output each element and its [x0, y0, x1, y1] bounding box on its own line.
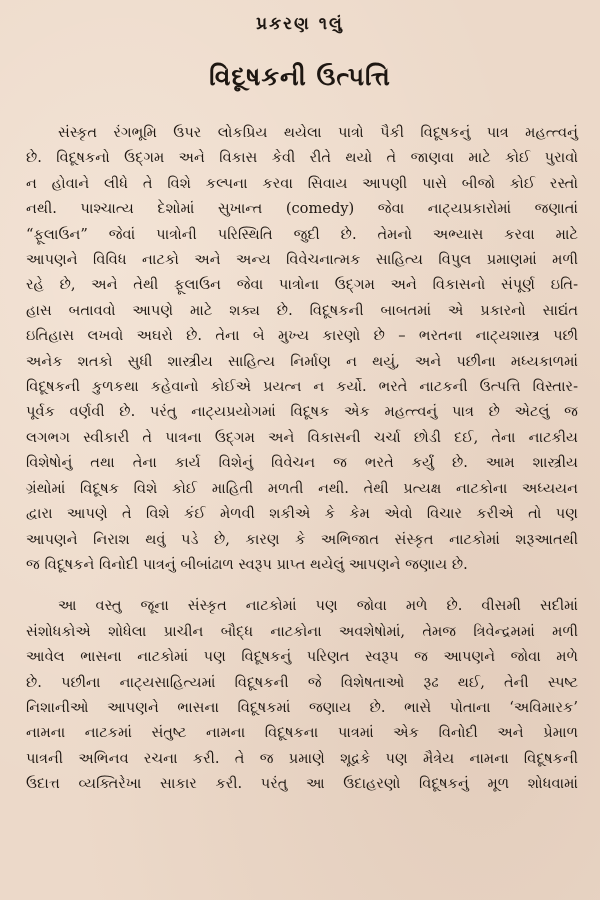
- text-line: જ વિદૂષકને વિનોદી પાત્રનું બીબાંઢાળ સ્વરૂપ પ્રાપ્ત થયેલું આપણને જણાય છે.: [26, 555, 468, 573]
- text-line: આવેલ ભાસના નાટકોમાં પણ વિદૂષકનું પરિણત સ્વરૂપ જ આપણને જોવા મળે: [26, 648, 578, 666]
- text-line: નથી. પાશ્ચાત્ય દેશોમાં સુખાન્ત (comedy) જેવા નાટ્યપ્રકારોમાં જણાતાં: [26, 200, 578, 218]
- text-line: સંસ્કૃત રંગભૂમિ ઉપર લોકપ્રિય થયેલા પાત્રો પૈકી વિદૂષકનું પાત્ર મહત્ત્વનું: [58, 124, 578, 141]
- chapter-heading: પ્રકરણ ૧લું: [256, 14, 344, 34]
- page-title: વિદૂષકની ઉત્પત્તિ: [209, 62, 391, 91]
- text-line: અનેક શતકો સુધી શાસ્ત્રીય સાહિત્ય નિર્માણ ન થયું, અને પછીના મધ્યકાળમાં: [26, 352, 578, 370]
- text-line: વિદૂષકની કુળકથા કહેવાનો કોઈએ પ્રયત્ન ન કર્યો. ભરતે નાટકની ઉત્પત્તિ વિસ્તાર-: [26, 378, 578, 396]
- text-line: વિશેષોનું તથા તેના કાર્ય વિશેનું વિવેચન જ ભરતે કર્યું છે. આમ શાસ્ત્રીય: [26, 454, 578, 472]
- text-line: સંશોધકોએ શોધેલા પ્રાચીન બૌદ્ધ નાટકોના અવશેષોમાં, તેમજ ત્રિવેન્દ્રમમાં મળી: [26, 622, 578, 640]
- text-line: છે. પછીના નાટ્યસાહિત્યમાં વિદૂષકની જે વિશેષતાઓ રૂઢ થઈ, તેની સ્પષ્ટ: [26, 673, 578, 691]
- text-line: આ વસ્તુ જૂના સંસ્કૃત નાટકોમાં પણ જોવા મળે છે. વીસમી સદીમાં: [58, 597, 578, 615]
- text-line: “ફૂલાઉન” જેવાં પાત્રોની પરિસ્થિતિ જુદી છે. તેમનો અભ્યાસ કરવા માટે: [26, 225, 578, 243]
- text-line: દ્વારા આપણે તે વિશે કંઈ મેળવી શકીએ કે કેમ એવો વિચાર કરીએ તો પણ: [26, 505, 578, 523]
- text-line: લગભગ સ્વીકારી તે પાત્રના ઉદ્ગમ અને વિકાસની ચર્ચા છોડી દઈ, તેના નાટકીય: [26, 428, 578, 446]
- text-line: નિશાનીઓ આપણને ભાસના વિદૂષકમાં જણાય છે. ભાસે પોતાના ‘અવિમારક’: [26, 698, 578, 716]
- paragraph-1: [26, 120, 578, 577]
- text-line: રહે છે, અને તેથી ફૂલાઉન જેવા પાત્રોના ઉદ્ગમ અને વિકાસનો સંપૂર્ણ ઇતિ-: [26, 276, 578, 294]
- text-line: પૂર્વક વર્ણવી છે. પરંતુ નાટ્યપ્રયોગમાં વિદૂષક એક મહત્ત્વનું પાત્ર છે એટલું જ: [26, 403, 578, 421]
- text-line: હાસ બતાવવો આપણે માટે શક્ય છે. વિદૂષકની બાબતમાં એ પ્રકારનો સાદ્યંત: [26, 301, 578, 319]
- text-line: નામના નાટકમાં સંતુષ્ટ નામના વિદૂષકના પાત્રમાં એક વિનોદી અને પ્રેમાળ: [26, 724, 578, 742]
- text-line: ગ્રંથોમાં વિદૂષક વિશે કોઈ માહિતી મળતી નથી. તેથી પ્રત્યક્ષ નાટકોના અધ્યયન: [26, 479, 578, 497]
- paragraph-gap: [26, 577, 578, 593]
- text-line: આપણને વિવિધ નાટકો અને અન્ય વિવેચનાત્મક સાહિત્ય વિપુલ પ્રમાણમાં મળી: [26, 251, 578, 269]
- text-line: છે. વિદૂષકનો ઉદ્ગમ અને વિકાસ કેવી રીતે થયો તે જાણવા માટે કોઈ પુરાવો: [26, 149, 578, 167]
- text-line: ઇતિહાસ લખવો અઘરો છે. તેના બે મુખ્ય કારણો છે – ભરતના નાટ્યશાસ્ત્ર પછી: [26, 327, 578, 345]
- text-line: ન હોવાને લીધે તે વિશે કલ્પના કરવા સિવાય આપણી પાસે બીજો કોઈ રસ્તો: [26, 174, 578, 192]
- text-line: આપણને નિરાશ થવું પડે છે, કારણ કે અભિજાત સંસ્કૃત નાટકોમાં શરૂઆતથી: [26, 530, 578, 548]
- text-line: ઉદાત્ત વ્યક્તિરેખા સાકાર કરી. પરંતુ આ ઉદાહરણો વિદૂષકનું મૂળ શોધવામાં: [26, 775, 578, 793]
- text-line: પાત્રની અભિનવ રચના કરી. તે જ પ્રમાણે શૂદ્રકે પણ મૈત્રેય નામના વિદૂષકની: [26, 749, 578, 767]
- paragraph-2: [26, 593, 578, 796]
- body-text: [26, 120, 578, 797]
